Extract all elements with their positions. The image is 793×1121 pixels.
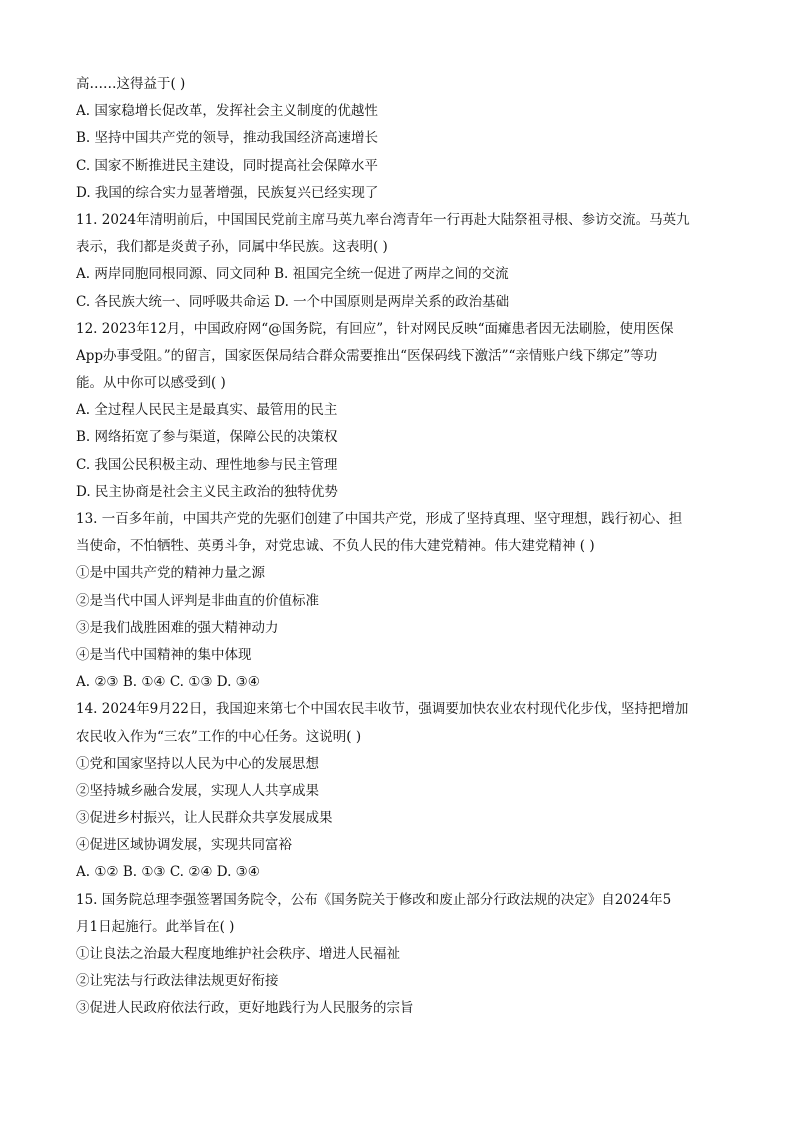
question-12: 12. 2023年12月，中国政府网“@国务院，有回应”，针对网民反映“面瘫患者因无法刷脸，使用医保: [76, 320, 674, 337]
statement-line: ③促进人民政府依法行政，更好地践行为人民服务的宗旨: [76, 1000, 414, 1017]
question-15: 15. 国务院总理李强签署国务院令，公布《国务院关于修改和废止部分行政法规的决定》自2024年5: [76, 891, 672, 908]
option-line: D. 我国的综合实力显著增强，民族复兴已经实现了: [76, 184, 379, 201]
statement-line: ②让宪法与行政法律法规更好衔接: [76, 973, 279, 990]
option-line: A. 全过程人民民主是最真实、最管用的民主: [76, 402, 338, 419]
text-line: 高……这得益于( ): [76, 76, 186, 92]
statement-line: ②坚持城乡融合发展，实现人人共享成果: [76, 782, 319, 799]
option-line: C. 国家不断推进民主建设，同时提高社会保障水平: [76, 157, 378, 174]
answer-options: A. ②③ B. ①④ C. ①③ D. ③④: [76, 674, 260, 691]
text-line: 能。从中你可以感受到( ): [76, 375, 226, 392]
option-line: A. 国家稳增长促改革，发挥社会主义制度的优越性: [76, 103, 378, 120]
text-line: 农民收入作为“三农”工作的中心任务。这说明( ): [76, 728, 362, 745]
option-line: C. 我国公民积极主动、理性地参与民主管理: [76, 456, 338, 473]
option-line: D. 民主协商是社会主义民主政治的独特优势: [76, 483, 338, 500]
option-line: B. 网络拓宽了参与渠道，保障公民的决策权: [76, 429, 338, 446]
answer-options: A. ①② B. ①③ C. ②④ D. ③④: [76, 864, 260, 881]
text-line: 表示，我们都是炎黄子孙，同属中华民族。这表明( ): [76, 239, 388, 256]
statement-line: ③是我们战胜困难的强大精神动力: [76, 619, 279, 636]
option-line: B. 坚持中国共产党的领导，推动我国经济高速增长: [76, 130, 379, 147]
option-line: C. 各民族大统一、同呼吸共命运 D. 一个中国原则是两岸关系的政治基础: [76, 293, 510, 310]
statement-line: ④是当代中国精神的集中体现: [76, 646, 252, 663]
statement-line: ②是当代中国人评判是非曲直的价值标准: [76, 592, 319, 609]
statement-line: ①党和国家坚持以人民为中心的发展思想: [76, 755, 319, 772]
text-line: App办事受阻。”的留言，国家医保局结合群众需要推出“医保码线下激活”“亲情账户线下绑定”等功: [76, 347, 658, 364]
statement-line: ③促进乡村振兴，让人民群众共享发展成果: [76, 810, 333, 827]
statement-line: ①是中国共产党的精神力量之源: [76, 565, 265, 582]
question-11: 11. 2024年清明前后，中国国民党前主席马英九率台湾青年一行再赴大陆祭祖寻根、参访交流。马英九: [76, 211, 690, 228]
document-page: [76, 71, 726, 1023]
question-14: 14. 2024年9月22日，我国迎来第七个中国农民丰收节，强调要加快农业农村现代化步伐，坚持把增加: [76, 701, 689, 718]
text-line: 月1日起施行。此举旨在( ): [76, 918, 235, 935]
statement-line: ①让良法之治最大程度地维护社会秩序、增进人民福祉: [76, 946, 400, 962]
option-line: A. 两岸同胞同根同源、同文同种 B. 祖国完全统一促进了两岸之间的交流: [76, 266, 509, 283]
question-13: 13. 一百多年前，中国共产党的先驱们创建了中国共产党，形成了坚持真理、坚守理想，践行初心、担: [76, 511, 683, 527]
statement-line: ④促进区域协调发展，实现共同富裕: [76, 837, 292, 854]
text-line: 当使命，不怕牺牲、英勇斗争，对党忠诚、不负人民的伟大建党精神。伟大建党精神 ( ): [76, 538, 595, 555]
